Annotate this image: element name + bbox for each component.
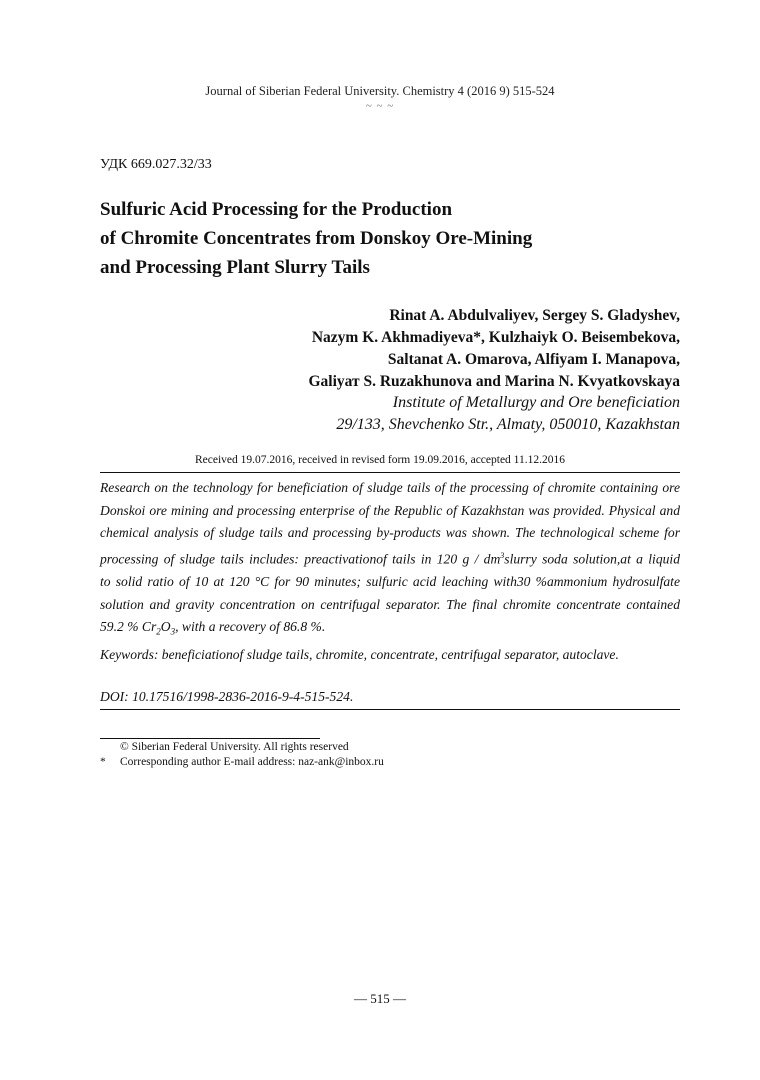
affiliation-line: Institute of Metallurgy and Ore beneficiation: [392, 394, 680, 411]
footnote-rule: [100, 738, 320, 739]
corresponding-email: Corresponding author E-mail address: naz-ank@inbox.ru: [120, 756, 384, 768]
page-number: — 515 —: [354, 991, 406, 1006]
abstract-line: Donskoi ore mining and processing enterprise of the Republic of Kazakhstan was provided. Physical and: [100, 502, 680, 518]
abstract-top-rule: [100, 472, 680, 473]
abstract-line: to solid ratio of 10 at 120 °C for 90 minutes; sulfuric acid leaching with30 %ammonium hydrosulfate: [100, 573, 680, 589]
author-line: Nazym K. Akhmadiyeva*, Kulzhaiyk O. Beisembekova,: [311, 329, 680, 346]
abstract-line: solution and gravity concentration on centrifugal separator. The final chromite concentrate contained: [100, 596, 680, 612]
abstract-line: [100, 545, 680, 571]
author-line: Rinat A. Abdulvaliyev, Sergey S. Gladyshev,: [389, 307, 680, 324]
affiliation: [336, 392, 680, 436]
author-line: Saltanat A. Omarova, Alfiyam I. Manapova,: [387, 351, 680, 368]
paper-title: [100, 195, 640, 282]
header-ornament: ~ ~ ~: [365, 100, 395, 112]
abstract-text: , with a recovery of 86.8 %.: [175, 619, 326, 635]
abstract-text: 59.2 % Cr: [100, 619, 157, 635]
affiliation-line: 29/133, Shevchenko Str., Almaty, 050010, Kazakhstan: [336, 416, 680, 433]
abstract-line: Research on the technology for beneficiation of sludge tails of the processing of chromite containing ore: [100, 480, 680, 495]
subscript: 2: [156, 626, 161, 637]
copyright-footnote: © Siberian Federal University. All rights reserved: [120, 741, 349, 753]
journal-header: Journal of Siberian Federal University. Chemistry 4 (2016 9) 515-524: [205, 84, 555, 98]
keywords: Keywords: beneficiationof sludge tails, chromite, concentrate, centrifugal separator, autoclave.: [100, 647, 619, 662]
abstract-text: O: [160, 619, 171, 635]
abstract-bottom-rule: [100, 709, 680, 710]
title-line: and Processing Plant Slurry Tails: [100, 257, 370, 278]
author-list: [308, 305, 680, 393]
title-line: of Chromite Concentrates from Donskoy Ore-Mining: [100, 228, 533, 249]
author-line: Galiyат S. Ruzakhunova and Marina N. Kvyatkovskaya: [308, 373, 680, 390]
received-dates: Received 19.07.2016, received in revised form 19.09.2016, accepted 11.12.2016: [194, 454, 566, 466]
footnote-star: *: [100, 756, 106, 768]
superscript: 3: [500, 550, 505, 560]
subscript: 3: [170, 626, 176, 637]
abstract-text: slurry soda solution,at a liquid: [504, 551, 680, 567]
udk-code: УДК 669.027.32/33: [100, 157, 212, 172]
abstract-text: processing of sludge tails includes: preactivationof tails in 120 g / dm: [100, 551, 501, 567]
doi-link[interactable]: DOI: 10.17516/1998-2836-2016-9-4-515-524.: [100, 689, 354, 704]
corresponding-footnote: [100, 756, 384, 768]
title-line: Sulfuric Acid Processing for the Production: [100, 199, 453, 220]
abstract: [100, 477, 680, 643]
abstract-line: chemical analysis of sludge tails and processing by-products was shown. The technological scheme for: [100, 525, 680, 541]
abstract-line: [100, 616, 680, 643]
